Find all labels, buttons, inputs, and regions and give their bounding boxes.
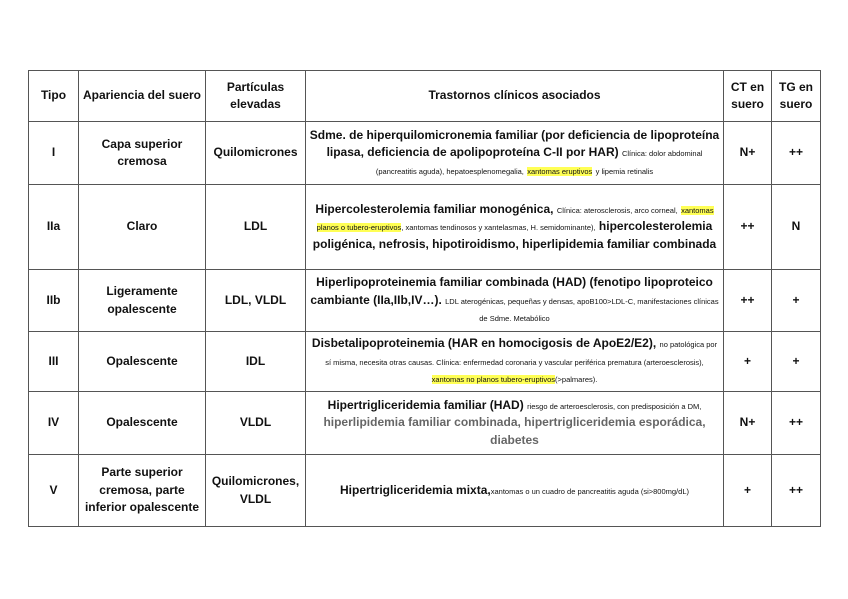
dyslipidemia-table <box>28 70 821 527</box>
cell-trastornos <box>306 270 724 332</box>
cell-apariencia: Ligeramente opalescente <box>79 270 206 332</box>
cell-ct: ++ <box>724 270 772 332</box>
cell-apariencia: Opalescente <box>79 392 206 455</box>
disorder-detail-end: y lipemia retinalis <box>595 166 654 176</box>
cell-apariencia: Capa superior cremosa <box>79 122 206 185</box>
disorder-main: Hipertrigliceridemia mixta, <box>340 482 491 497</box>
cell-ct: + <box>724 455 772 527</box>
disorder-detail-end: , xantomas tendinosos y xantelasmas, H. semidominante), <box>401 223 596 233</box>
cell-trastornos <box>306 122 724 185</box>
cell-apariencia: Parte superior cremosa, parte inferior opalescente <box>79 455 206 527</box>
highlighted-text: xantomas planos o tubero-eruptivos <box>316 205 714 233</box>
header-trastornos: Trastornos clínicos asociados <box>306 71 724 122</box>
table-row-type-iia <box>29 185 821 270</box>
header-row <box>29 71 821 122</box>
table-row-type-iib <box>29 270 821 332</box>
cell-particulas: IDL <box>206 332 306 392</box>
cell-tg: + <box>772 270 821 332</box>
disorder-main: Hipercolesterolemia familiar monogénica, <box>315 201 554 216</box>
cell-tipo: I <box>29 122 79 185</box>
cell-trastornos <box>306 332 724 392</box>
cell-particulas: VLDL <box>206 392 306 455</box>
header-tg: TG en suero <box>772 71 821 122</box>
cell-apariencia: Claro <box>79 185 206 270</box>
cell-tg: ++ <box>772 122 821 185</box>
disorder-main: Sdme. de hiperquilomicronemia familiar (por deficiencia de lipoproteína lipasa, deficiencia de apolipoproteína C-II por HAR) <box>309 127 720 160</box>
cell-tg: ++ <box>772 455 821 527</box>
cell-tipo: IIa <box>29 185 79 270</box>
header-tipo: Tipo <box>29 71 79 122</box>
cell-ct: ++ <box>724 185 772 270</box>
cell-tipo: IV <box>29 392 79 455</box>
disorder-detail: Clínica: dolor abdominal (pancreatitis aguda), hepatoesplenomegalia, <box>375 149 703 176</box>
disorder-detail: riesgo de arteroesclerosis, con predisposición a DM, <box>527 401 702 411</box>
cell-ct: N+ <box>724 392 772 455</box>
table-row-type-v <box>29 455 821 527</box>
cell-trastornos <box>306 455 724 527</box>
header-apariencia: Apariencia del suero <box>79 71 206 122</box>
cell-particulas: Quilomicrones, VLDL <box>206 455 306 527</box>
cell-tipo: V <box>29 455 79 527</box>
disorder-detail: xantomas o un cuadro de pancreatitis aguda (si>800mg/dL) <box>490 486 689 496</box>
highlighted-text: xantomas eruptivos <box>527 166 593 176</box>
highlighted-text: xantomas no planos tubero-eruptivos <box>431 375 556 385</box>
disorder-detail: no patológica por sí misma, necesita otras causas. Clínica: enfermedad coronaria y vascular periférica prematura (arteroesclerosis), <box>325 340 718 367</box>
cell-tg: + <box>772 332 821 392</box>
cell-trastornos <box>306 185 724 270</box>
disorder-main: Hiperlipoproteinemia familiar combinada (HAD) (fenotipo lipoproteico cambiante (IIa,IIb,IV…). <box>310 275 713 307</box>
header-ct: CT en suero <box>724 71 772 122</box>
disorder-secondary: hiperlipidemia familiar combinada, hipertrigliceridemia esporádica, diabetes <box>323 415 706 447</box>
header-particulas: Partículas elevadas <box>206 71 306 122</box>
cell-apariencia: Opalescente <box>79 332 206 392</box>
table-row-type-iv <box>29 392 821 455</box>
cell-tipo: IIb <box>29 270 79 332</box>
cell-particulas: Quilomicrones <box>206 122 306 185</box>
cell-tg: ++ <box>772 392 821 455</box>
cell-particulas: LDL, VLDL <box>206 270 306 332</box>
cell-trastornos <box>306 392 724 455</box>
table-row-type-i <box>29 122 821 185</box>
disorder-detail: LDL aterogénicas, pequeñas y densas, apoB100>LDL-C, manifestaciones clínicas de Sdme. Metabólico <box>445 296 719 324</box>
table-row-type-iii <box>29 332 821 392</box>
cell-ct: N+ <box>724 122 772 185</box>
disorder-detail: Clínica: aterosclerosis, arco corneal, <box>556 205 678 215</box>
disorder-main: Disbetalipoproteinemia (HAR en homocigosis de ApoE2/E2), <box>311 336 657 351</box>
cell-tg: N <box>772 185 821 270</box>
disorder-main: Hipertrigliceridemia familiar (HAD) <box>327 397 524 412</box>
cell-particulas: LDL <box>206 185 306 270</box>
disorder-main-continued: hipercolesterolemia poligénica, nefrosis, hipotiroidismo, hiperlipidemia familiar combinada <box>312 219 717 251</box>
cell-tipo: III <box>29 332 79 392</box>
cell-ct: + <box>724 332 772 392</box>
disorder-detail-end: (>palmares). <box>555 375 598 385</box>
